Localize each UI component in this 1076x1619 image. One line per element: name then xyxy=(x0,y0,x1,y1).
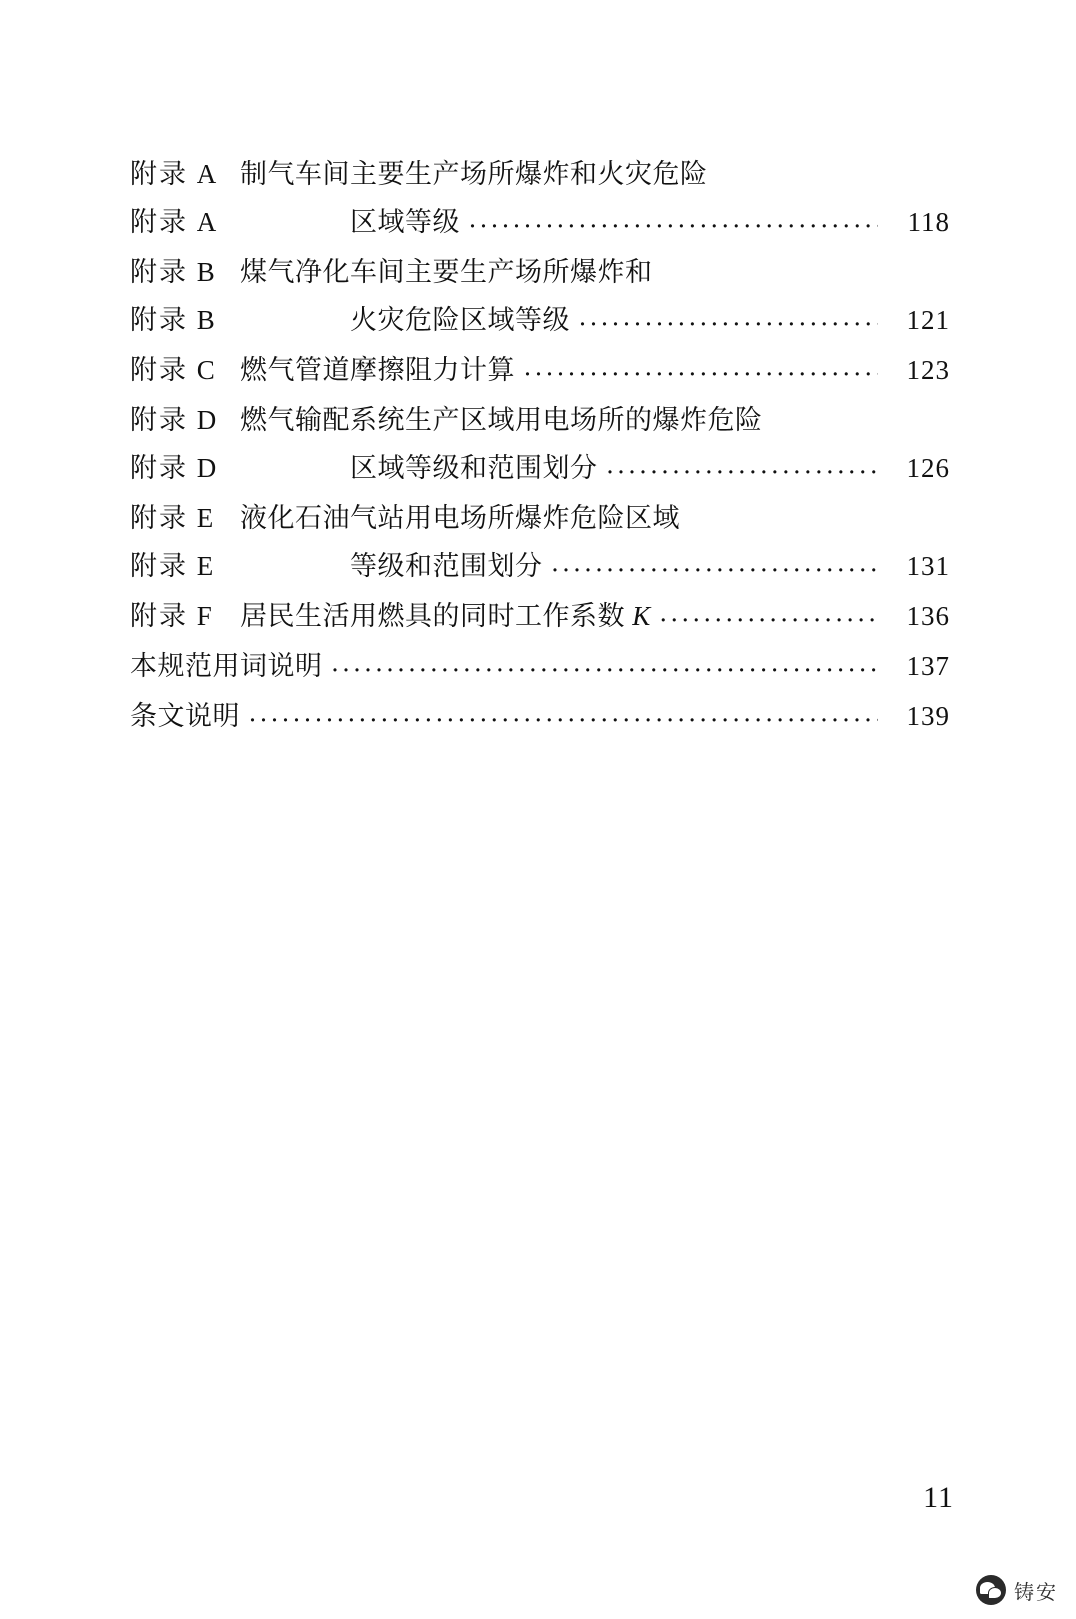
toc-page-number: 126 xyxy=(906,453,950,483)
page-number: 11 xyxy=(923,1481,954,1514)
toc-entry-label: 附录 D xyxy=(130,453,219,483)
toc-page-number: 137 xyxy=(906,651,950,681)
toc-dot-leader xyxy=(331,648,879,675)
toc-page-number: 121 xyxy=(906,305,950,335)
toc-entry-title: 本规范用词说明 xyxy=(130,651,323,681)
toc-entry-label: 附录 A xyxy=(130,207,219,237)
toc-entry-label: 附录 A xyxy=(130,159,219,189)
toc-dot-leader xyxy=(551,548,879,575)
toc-entry-label: 附录 E xyxy=(130,503,216,533)
toc-entry[interactable] xyxy=(130,494,950,590)
toc-entry[interactable] xyxy=(130,346,950,394)
toc-page-number: 131 xyxy=(906,551,950,581)
toc-entry[interactable] xyxy=(130,150,950,246)
toc-entry[interactable] xyxy=(130,396,950,492)
toc-line[interactable] xyxy=(130,396,950,444)
toc-entry[interactable] xyxy=(130,592,950,640)
toc-entry[interactable] xyxy=(130,692,950,740)
toc-dot-leader xyxy=(659,598,878,625)
toc-entry-title: 等级和范围划分 xyxy=(350,551,543,581)
toc-dot-leader xyxy=(248,698,878,725)
toc-entry-label: 附录 B xyxy=(130,257,217,287)
toc-entry-label: 附录 F xyxy=(130,601,214,631)
toc-entry-title: 液化石油气站用电场所爆炸危险区域 xyxy=(240,503,680,533)
toc-entry-title: 火灾危险区域等级 xyxy=(350,305,570,335)
toc-entry-title: 燃气输配系统生产区域用电场所的爆炸危险 xyxy=(240,405,763,435)
toc-entry-title: 条文说明 xyxy=(130,701,240,731)
toc-line[interactable] xyxy=(130,542,950,590)
watermark-stamp xyxy=(976,1575,1058,1605)
wechat-icon xyxy=(976,1575,1006,1605)
toc-dot-leader xyxy=(578,302,878,329)
toc-dot-leader xyxy=(771,402,879,429)
toc-dot-leader xyxy=(661,254,879,281)
toc-entry-label: 附录 B xyxy=(130,305,217,335)
toc-page-number: 139 xyxy=(906,701,950,731)
toc-line[interactable] xyxy=(130,346,950,394)
toc-entry-title: 燃气管道摩擦阻力计算 xyxy=(240,355,515,385)
toc-entry[interactable] xyxy=(130,248,950,344)
toc-dot-leader xyxy=(606,450,879,477)
toc-line[interactable] xyxy=(130,198,950,246)
toc-page-number: 136 xyxy=(906,601,950,631)
toc-line[interactable] xyxy=(130,692,950,740)
stamp-label: 铸安 xyxy=(1014,1581,1058,1604)
table-of-contents xyxy=(130,150,950,742)
toc-line[interactable] xyxy=(130,296,950,344)
toc-line[interactable] xyxy=(130,642,950,690)
toc-dot-leader xyxy=(468,204,878,231)
toc-line[interactable] xyxy=(130,592,950,640)
toc-entry-title: 居民生活用燃具的同时工作系数 K xyxy=(240,601,651,631)
toc-line[interactable] xyxy=(130,248,950,296)
toc-page-number: 123 xyxy=(906,355,950,385)
toc-entry-title: 区域等级和范围划分 xyxy=(350,453,598,483)
toc-entry[interactable] xyxy=(130,642,950,690)
toc-dot-leader xyxy=(688,500,878,527)
toc-entry-label: 附录 C xyxy=(130,355,217,385)
toc-entry-label: 附录 D xyxy=(130,405,219,435)
toc-line[interactable] xyxy=(130,444,950,492)
toc-dot-leader xyxy=(716,156,879,183)
toc-entry-label: 附录 E xyxy=(130,551,216,581)
toc-entry-title: 制气车间主要生产场所爆炸和火灾危险 xyxy=(240,159,708,189)
toc-dot-leader xyxy=(523,352,878,379)
toc-page-number: 118 xyxy=(907,207,950,237)
toc-entry-title: 煤气净化车间主要生产场所爆炸和 xyxy=(240,257,653,287)
toc-line[interactable] xyxy=(130,150,950,198)
toc-entry-title: 区域等级 xyxy=(350,207,460,237)
toc-line[interactable] xyxy=(130,494,950,542)
